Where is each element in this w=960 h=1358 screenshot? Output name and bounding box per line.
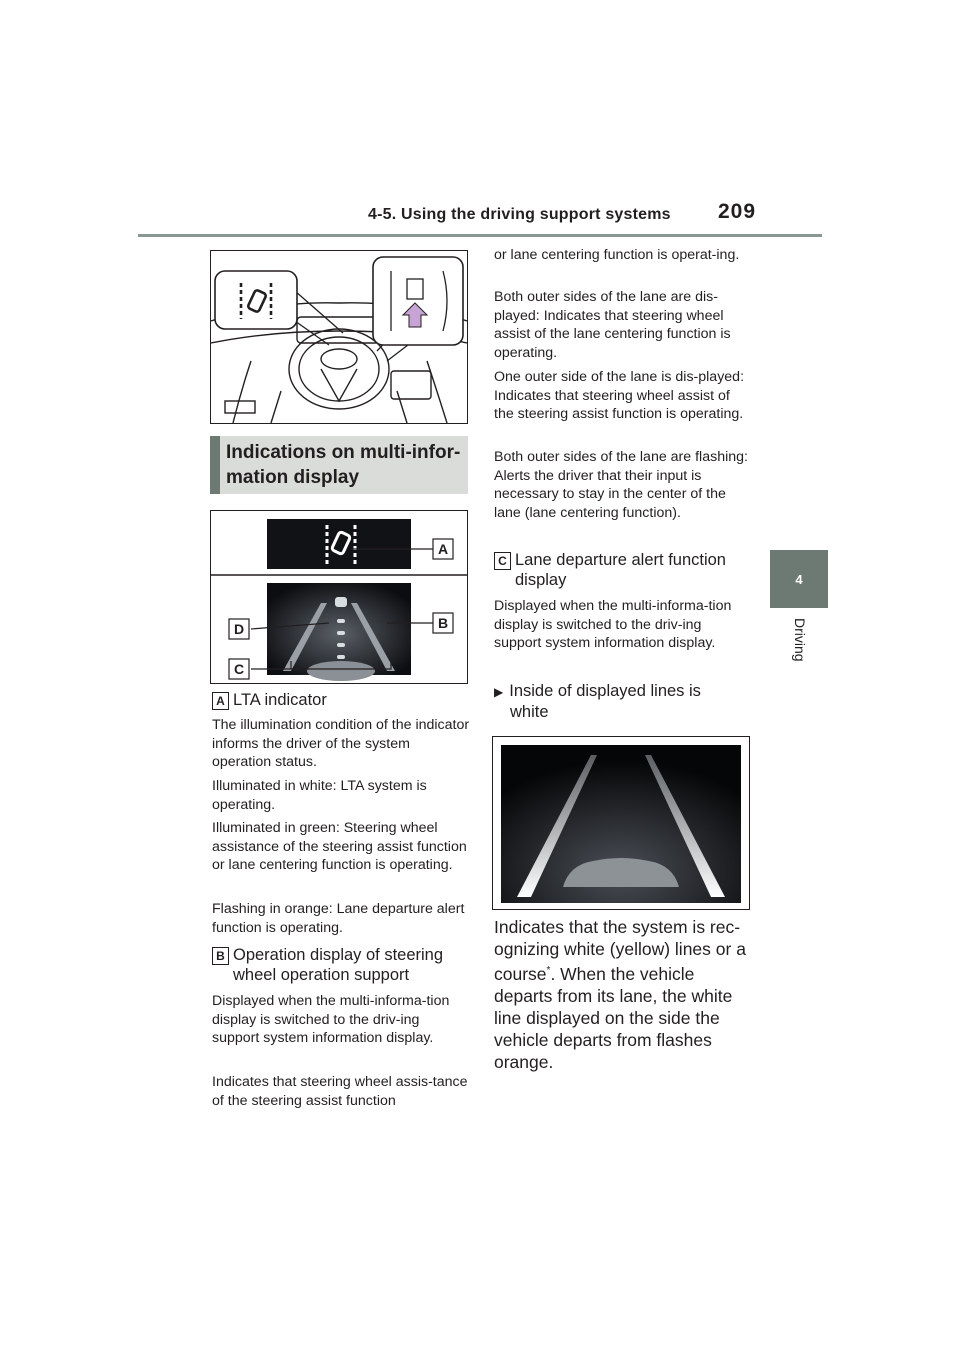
lane-display-drawing (493, 737, 749, 909)
header-rule (138, 234, 822, 237)
lane-display-figure (492, 736, 750, 910)
item-a-heading: A LTA indicator (212, 690, 472, 710)
item-c-badge: C (494, 552, 511, 570)
callout-a-label: A (437, 541, 449, 557)
item-a-para-2: Illuminated in white: LTA system is operating. (212, 778, 427, 813)
bullet-heading: ▶ Inside of displayed lines is white (494, 682, 701, 721)
callout-b-label: B (437, 615, 449, 631)
item-c-heading: C Lane departure alert function display (494, 550, 756, 590)
right-para-1: or lane centering function is operat-ing. (494, 247, 740, 263)
right-para-2: Both outer sides of the lane are dis-played: Indicates that steering wheel assist of the lane centering function is operating. (494, 289, 731, 361)
multi-info-display-drawing (211, 511, 467, 683)
item-b-para-2: Indicates that steering wheel assis-tance of the steering assist function (212, 1074, 468, 1109)
item-c-para: Displayed when the multi-informa-tion display is switched to the driv-ing support system information display. (494, 598, 732, 651)
right-para-3: One outer side of the lane is dis-played: Indicates that steering wheel assist of the steering assist function is operating. (494, 369, 745, 422)
chapter-label: Driving (792, 618, 808, 662)
section-title: 4-5. Using the driving support systems (368, 206, 671, 223)
cockpit-illustration (210, 250, 468, 424)
callout-d-label: D (233, 621, 245, 637)
right-para-4: Both outer sides of the lane are flashing: Alerts the driver that their input is necessary to stay in the center of the lane (lane centering function). (494, 449, 748, 521)
item-b-heading: B Operation display of steering wheel operation support (212, 945, 474, 985)
final-paragraph: Indicates that the system is rec-ognizing white (yellow) lines or a course*. When the vehicle departs from its lane, the white line displayed on the side the vehicle departs from flashes orange. (494, 917, 746, 1072)
bullet-arrow-icon: ▶ (494, 685, 504, 699)
item-a-para-3: Illuminated in green: Steering wheel assistance of the steering assist function or lane centering function is operating. (212, 820, 467, 873)
item-b-badge: B (212, 947, 229, 965)
item-a-badge: A (212, 692, 229, 710)
multi-info-display-figure (210, 510, 468, 684)
callout-c-label: C (233, 661, 245, 677)
cockpit-drawing (211, 251, 467, 423)
page-number: 209 (718, 200, 757, 223)
item-a-para-1: The illumination condition of the indicator informs the driver of the system operation status. (212, 717, 470, 770)
heading-accent-bar (210, 436, 220, 494)
section-heading (210, 436, 468, 494)
item-a-para-4: Flashing in orange: Lane departure alert function is operating. (212, 901, 465, 936)
section-heading-text: Indications on multi-infor- mation display (226, 442, 461, 488)
item-b-para-1: Displayed when the multi-informa-tion display is switched to the driv-ing support system information display. (212, 993, 450, 1046)
chapter-tab: 4 (770, 550, 828, 608)
